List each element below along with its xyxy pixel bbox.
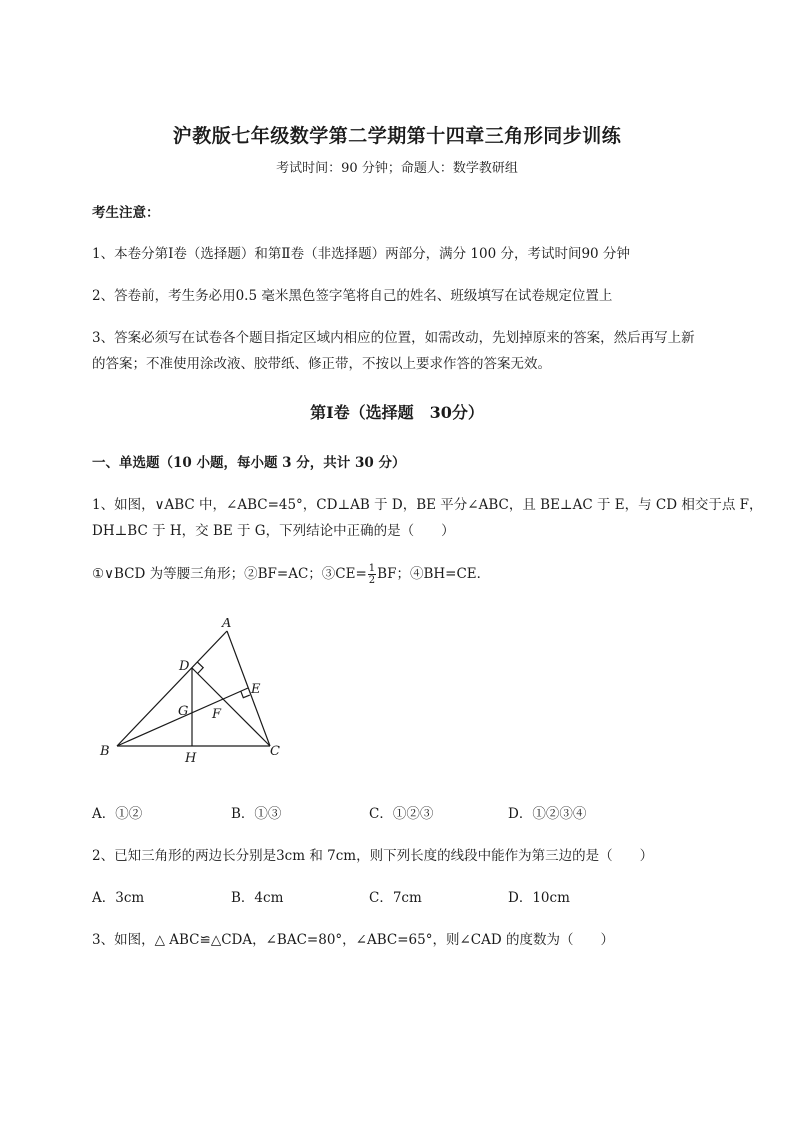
label-g: G	[178, 704, 189, 719]
right-angle-mark-d	[198, 662, 204, 673]
fraction-denominator: 2	[368, 575, 376, 586]
question-1-option-b: B．①③	[231, 806, 282, 822]
notice-item-1: 1、本卷分第Ⅰ卷（选择题）和第Ⅱ卷（非选择题）两部分，满分 100 分，考试时间90 分钟	[92, 246, 630, 262]
label-h: H	[185, 751, 197, 766]
section-title: 第Ⅰ卷（选择题 30分）	[310, 403, 484, 422]
label-d: D	[179, 659, 190, 674]
segment-ac	[227, 631, 270, 746]
question-1-line-1: 1、如图，∨ABC 中，∠ABC=45°，CD⊥AB 于 D，BE 平分∠ABC，且 BE⊥AC 于 E，与 CD 相交于点 F，	[92, 497, 763, 513]
label-c: C	[270, 744, 280, 759]
segment-ba	[117, 631, 227, 746]
fraction-numerator: 1	[368, 563, 376, 574]
fraction-one-half	[368, 563, 376, 586]
question-3-text: 3、如图，△ ABC≌△CDA，∠BAC=80°，∠ABC=65°，则∠CAD 的度数为（ ）	[92, 932, 614, 948]
question-1-line-2: DH⊥BC 于 H，交 BE 于 G，下列结论中正确的是（ ）	[92, 523, 455, 539]
question-2-option-b: B．4cm	[231, 890, 284, 906]
question-1-option-a: A．①②	[92, 806, 143, 822]
question-2-option-c: C．7cm	[369, 890, 422, 906]
question-1-statements	[92, 562, 490, 586]
notice-heading: 考生注意：	[92, 205, 160, 221]
part-title: 一、单选题（10 小题，每小题 3 分，共计 30 分）	[92, 455, 406, 471]
page-title: 沪教版七年级数学第二学期第十四章三角形同步训练	[172, 125, 622, 147]
statement-part-b: BF；④BH=CE．	[377, 566, 491, 582]
label-a: A	[222, 618, 232, 631]
label-b: B	[100, 744, 110, 759]
notice-item-2: 2、答卷前，考生务必用0.5 毫米黑色签字笔将自己的姓名、班级填写在试卷规定位置上	[92, 288, 613, 304]
right-angle-mark-e	[241, 691, 250, 698]
question-2-text: 2、已知三角形的两边长分别是3cm 和 7cm，则下列长度的线段中能作为第三边的是（ ）	[92, 848, 654, 864]
question-1-option-d: D．①②③④	[508, 806, 587, 822]
exam-info: 考试时间：90 分钟；命题人：数学教研组	[276, 161, 518, 176]
question-2-option-a: A．3cm	[92, 890, 145, 906]
question-1-option-c: C．①②③	[369, 806, 434, 822]
question-2-option-d: D．10cm	[508, 890, 570, 906]
notice-item-3: 3、答案必须写在试卷各个题目指定区域内相应的位置，如需改动，先划掉原来的答案，然后再写上新	[92, 330, 695, 346]
label-f: F	[212, 707, 222, 722]
notice-item-3-cont: 的答案；不准使用涂改液、胶带纸、修正带，不按以上要求作答的答案无效。	[92, 356, 551, 372]
statement-part-a: ①∨BCD 为等腰三角形；②BF=AC；③CE=	[92, 566, 367, 582]
triangle-figure	[92, 618, 292, 766]
label-e: E	[251, 682, 261, 697]
